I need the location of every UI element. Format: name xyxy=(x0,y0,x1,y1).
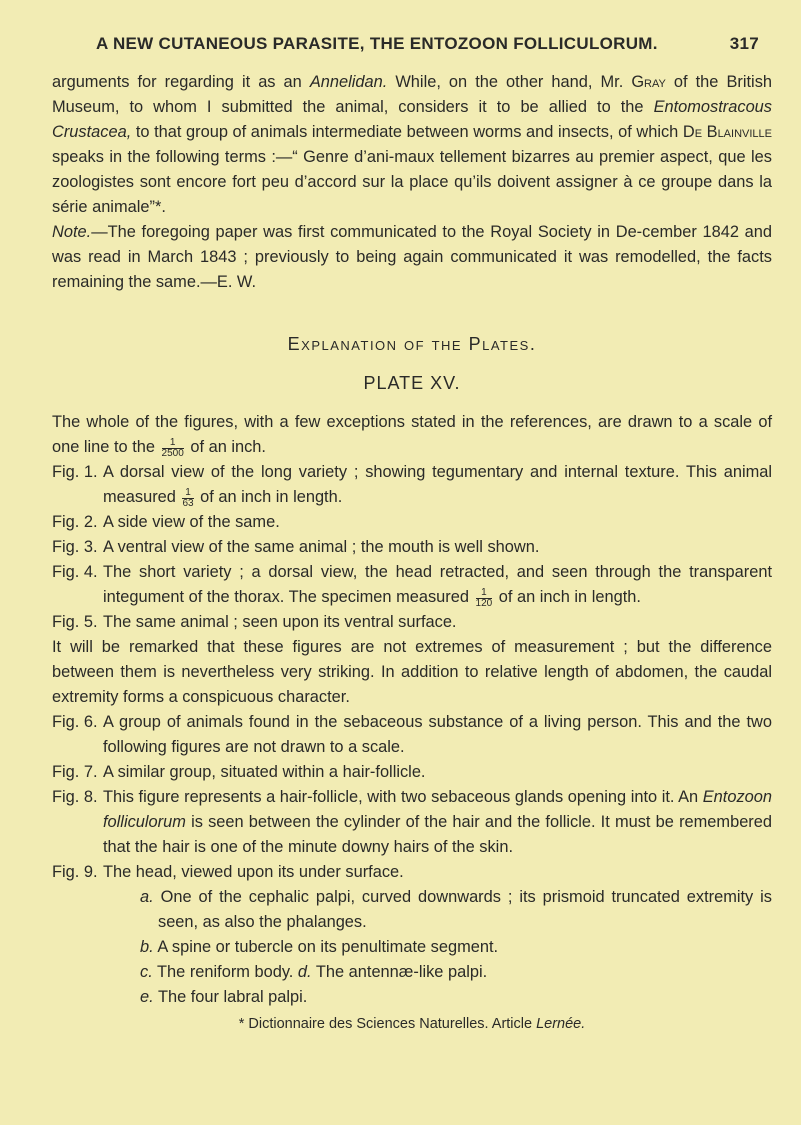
footnote: * Dictionnaire des Sciences Naturelles. Article Lernée. xyxy=(238,1016,586,1032)
plate-title: PLATE XV. xyxy=(363,373,461,393)
fig-4: Fig. 4. The short variety ; a dorsal view, the head retracted, and seen through the transparent integument of the thorax. The specimen measured $\frac{1}{120}$ of an inch in length. xyxy=(52,563,772,609)
section-title: Explanation of the Plates. xyxy=(287,334,537,354)
fraction: $\frac{1}{63}$ xyxy=(182,487,194,509)
fig-9: Fig. 9. The head, viewed upon its under surface. xyxy=(52,863,404,881)
fig-9-a: a. One of the cephalic palpi, curved downwards ; its prismoid truncated extremity is seen, as also the phalanges. xyxy=(140,888,772,931)
page-number: 317 xyxy=(729,34,759,53)
fig-8: Fig. 8. This figure represents a hair-follicle, with two sebaceous glands opening into it. An Entozoon folliculorum is seen between the cylinder of the hair and the follicle. It must be remembered that the hair is one of the minute downy hairs of the skin. xyxy=(52,788,772,856)
remark-paragraph: It will be remarked that these figures are not extremes of measurement ; but the difference between them is nevertheless very striking. In addition to relative length of abdomen, the caudal extremity forms a conspicuous character. xyxy=(52,638,772,706)
fig-6: Fig. 6. A group of animals found in the sebaceous substance of a living person. This and the two following figures are not drawn to a scale. xyxy=(52,713,772,756)
page-body xyxy=(52,70,772,1037)
running-title: A NEW CUTANEOUS PARASITE, THE ENTOZOON FOLLICULORUM. xyxy=(96,34,658,53)
fig-9-c-d: c. The reniform body. d. The antennæ-like palpi. xyxy=(140,963,488,981)
fig-1: Fig. 1. A dorsal view of the long variety ; showing tegumentary and internal texture. This animal measured $\frac{1}{63}$ of an inch in length. xyxy=(52,463,772,509)
fig-9-b: b. A spine or tubercle on its penultimate segment. xyxy=(140,938,499,956)
fraction: $\frac{1}{120}$ xyxy=(475,587,493,609)
note-paragraph: Note.—The foregoing paper was first communicated to the Royal Society in De-cember 1842 and was read in March 1843 ; previously to being again communicated it was remodelled, the facts remaining the same.—E. W. xyxy=(52,223,772,291)
fig-9-e: e. The four labral palpi. xyxy=(140,988,308,1006)
fraction: $\frac{1}{2500}$ xyxy=(161,437,184,459)
fig-7: Fig. 7. A similar group, situated within a hair-follicle. xyxy=(52,763,426,781)
fig-3: Fig. 3. A ventral view of the same animal ; the mouth is well shown. xyxy=(52,538,540,556)
fig-5: Fig. 5. The same animal ; seen upon its ventral surface. xyxy=(52,613,457,631)
fig-2: Fig. 2. A side view of the same. xyxy=(52,513,280,531)
plate-intro: The whole of the figures, with a few exceptions stated in the references, are drawn to a scale of one line to the $\frac{1}{2500}$ of an inch. xyxy=(52,413,772,459)
intro-paragraph: arguments for regarding it as an Annelidan. While, on the other hand, Mr. Gray of the British Museum, to whom I submitted the animal, considers it to be allied to the Entomostracous Crustacea, to that group of animals intermediate between worms and insects, of which De Blainville speaks in the following terms :—“ Genre d’ani-maux tellement bizarres au premier aspect, que les zoologistes sont encore fort peu d’accord sur la place qu’ils doivent assigner à ce groupe dans la série animale”*. xyxy=(52,73,773,216)
